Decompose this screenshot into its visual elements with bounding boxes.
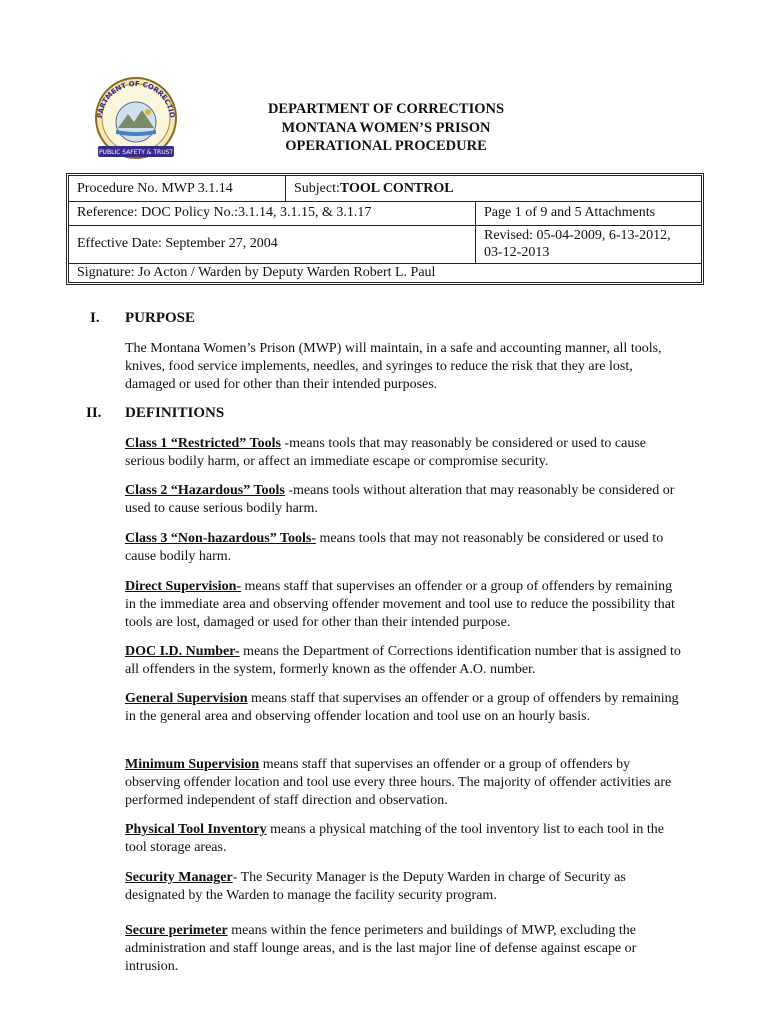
table-row	[69, 201, 701, 226]
definition-item	[125, 821, 685, 857]
definition-item	[125, 643, 685, 679]
procedure-number: Procedure No. MWP 3.1.14	[77, 180, 233, 196]
table-row	[69, 263, 701, 282]
definition-term: Security Manager	[125, 870, 233, 885]
definition-term: General Supervision	[125, 691, 248, 706]
definition-term: Class 2 “Hazardous” Tools	[125, 483, 285, 498]
section-heading-definitions: DEFINITIONS	[125, 405, 225, 421]
definition-item	[125, 869, 685, 905]
definition-text: means within the fence perimeters and buildings of MWP, excluding the administration and staff lounge areas, and is the last major line of defense against escape or intrusion.	[125, 923, 637, 974]
definition-text: means tools that may not reasonably be considered or used to cause bodily harm.	[125, 531, 664, 564]
definition-item	[125, 690, 685, 726]
definition-term: Direct Supervision-	[125, 579, 242, 594]
seal-graphic	[88, 76, 184, 164]
definition-text: means a physical matching of the tool inventory list to each tool in the tool storage areas.	[125, 822, 664, 855]
definition-text: means staff that supervises an offender or a group of offenders by remaining in the general area and observing offender location and tool use on an hourly basis.	[125, 691, 679, 724]
signature: Signature: Jo Acton / Warden by Deputy Warden Robert L. Paul	[77, 264, 436, 280]
header-doc-type: OPERATIONAL PROCEDURE	[285, 138, 487, 154]
reference: Reference: DOC Policy No.:3.1.14, 3.1.15, & 3.1.17	[77, 205, 372, 220]
seal-banner-text: PUBLIC SAFETY & TRUST	[98, 149, 174, 156]
definition-text: -means tools that may reasonably be considered or used to cause serious bodily harm, or affect an immediate escape or compromise security.	[125, 436, 647, 469]
definition-item	[125, 482, 685, 518]
purpose-text: The Montana Women’s Prison (MWP) will maintain, in a safe and accounting manner, all tools, knives, food service implements, needles, and syringes to reduce the risk that they are lost, damaged or used for other than their intended purposes.	[125, 341, 662, 392]
document-header	[190, 100, 582, 156]
section-number-definitions: II.	[86, 405, 102, 421]
section-heading-purpose: PURPOSE	[125, 310, 196, 326]
header-prison: MONTANA WOMEN’S PRISON	[281, 119, 491, 136]
seal-top-text: PARTMENT OF CORRECTIO	[96, 79, 177, 119]
definition-item	[125, 530, 685, 566]
procedure-info-table	[66, 173, 704, 285]
definition-term: Class 1 “Restricted” Tools	[125, 436, 281, 451]
subject-label: Subject:	[294, 180, 340, 196]
definition-term: DOC I.D. Number-	[125, 644, 240, 659]
table-row	[69, 225, 701, 264]
definition-term: Physical Tool Inventory	[125, 822, 267, 837]
definition-text: means staff that supervises an offender or a group of offenders by remaining in the immediate area and observing offender movement and tool use to reduce the possibility that tools are lost, damaged or used for other than their intended purpose.	[125, 579, 675, 630]
definition-term: Minimum Supervision	[125, 757, 260, 772]
definition-text: means the Department of Corrections identification number that is assigned to all offenders in the system, formerly known as the offender A.O. number.	[125, 644, 681, 677]
definition-text: - The Security Manager is the Deputy Warden in charge of Security as designated by the Warden to manage the facility security program.	[125, 870, 626, 903]
revised-line-2: 03-12-2013	[484, 245, 550, 260]
revised-dates	[475, 225, 701, 263]
definition-item	[125, 756, 685, 810]
definition-item	[125, 922, 685, 976]
definition-term: Secure perimeter	[125, 923, 228, 938]
table-row	[69, 176, 701, 202]
page-info: Page 1 of 9 and 5 Attachments	[475, 201, 701, 225]
definition-item	[125, 435, 685, 471]
definition-text: -means tools without alteration that may reasonably be considered or used to cause serious bodily harm.	[125, 483, 675, 516]
definition-term: Class 3 “Non-hazardous” Tools-	[125, 531, 316, 546]
definition-text: means staff that supervises an offender or a group of offenders by observing offender location and tool use every three hours. The majority of offender activities are performed independent of staff direction and observation.	[125, 757, 672, 808]
subject-value: TOOL CONTROL	[339, 180, 454, 196]
department-seal	[88, 76, 184, 164]
header-department: DEPARTMENT OF CORRECTIONS	[267, 101, 505, 117]
revised-line-1: Revised: 05-04-2009, 6-13-2012,	[484, 228, 671, 243]
definition-item	[125, 578, 685, 632]
effective-date: Effective Date: September 27, 2004	[77, 236, 278, 251]
subject-cell	[285, 176, 701, 201]
section-number-purpose: I.	[90, 310, 100, 326]
